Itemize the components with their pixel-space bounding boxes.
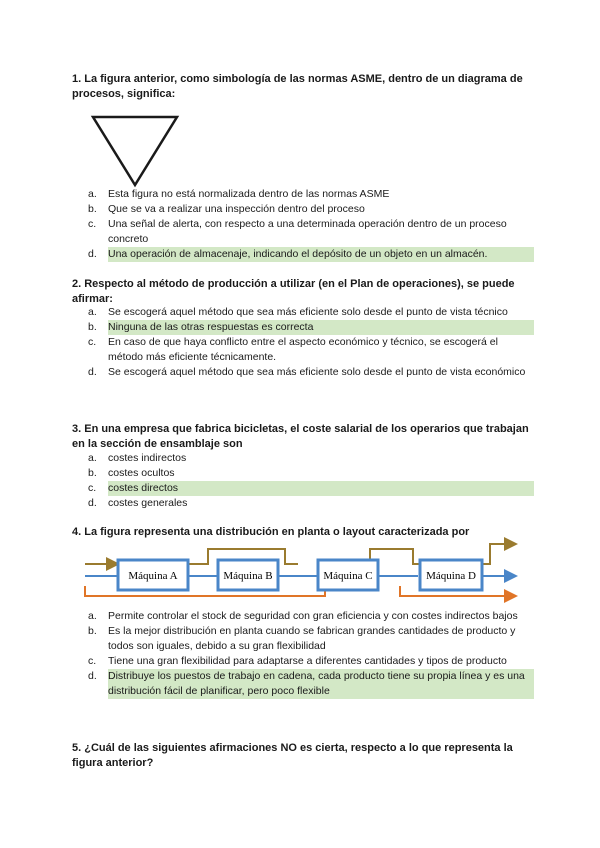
svg-text:Máquina C: Máquina C	[323, 570, 373, 582]
inverted-triangle-icon	[92, 116, 178, 186]
option-3a[interactable]: a. costes indirectos	[88, 452, 187, 464]
machine-d	[420, 560, 482, 590]
layout-diagram	[80, 542, 525, 602]
svg-text:Máquina D: Máquina D	[426, 570, 476, 582]
machine-b	[218, 560, 278, 590]
question-3-options	[88, 451, 534, 511]
option-2a[interactable]: a. Se escogerá aquel método que sea más eficiente solo desde el punto de vista técnico	[88, 306, 508, 318]
question-3: 3. En una empresa que fabrica bicicletas, el coste salarial de los operarios que trabajan en la sección de ensamblaje son	[72, 423, 529, 450]
option-2b-correct[interactable]: b. Ninguna de las otras respuestas es correcta	[88, 320, 534, 335]
machine-a	[118, 560, 188, 590]
question-2: 2. Respecto al método de producción a utilizar (en el Plan de operaciones), se puede afirmar:	[72, 278, 515, 305]
question-2-options	[88, 305, 534, 380]
option-2c[interactable]: c. En caso de que haya conflicto entre el aspecto económico y técnico, se escogerá el método más eficiente técnicamente.	[88, 336, 498, 363]
option-1c[interactable]: c. Una señal de alerta, con respecto a una determinada operación dentro de un proceso concreto	[88, 218, 507, 245]
question-1: 1. La figura anterior, como simbología de las normas ASME, dentro de un diagrama de procesos, significa:	[72, 73, 523, 100]
option-3b[interactable]: b. costes ocultos	[88, 467, 175, 479]
option-3c-correct[interactable]: c. costes directos	[88, 481, 534, 496]
question-4-options	[88, 609, 534, 699]
option-1a[interactable]: a. Esta figura no está normalizada dentro de las normas ASME	[88, 188, 390, 200]
svg-text:Máquina B: Máquina B	[223, 570, 273, 582]
option-4c[interactable]: c. Tiene una gran flexibilidad para adaptarse a diferentes cantidades y tipos de producto	[88, 655, 507, 667]
svg-text:Máquina A: Máquina A	[128, 570, 178, 582]
option-4b[interactable]: b. Es la mejor distribución en planta cuando se fabrican grandes cantidades de producto y todos son iguales, debido a su gran flexibilidad	[88, 625, 516, 652]
option-2d[interactable]: d. Se escogerá aquel método que sea más eficiente solo desde el punto de vista económico	[88, 366, 526, 378]
option-1d-correct[interactable]: d. Una operación de almacenaje, indicando el depósito de un objeto en un almacén.	[88, 247, 534, 262]
option-3d[interactable]: d. costes generales	[88, 497, 188, 509]
question-4: 4. La figura representa una distribución en planta o layout caracterizada por	[72, 526, 470, 538]
machine-c	[318, 560, 378, 590]
question-5: 5. ¿Cuál de las siguientes afirmaciones NO es cierta, respecto a lo que representa la figura anterior?	[72, 742, 513, 769]
question-1-options	[88, 187, 534, 262]
option-1b[interactable]: b. Que se va a realizar una inspección dentro del proceso	[88, 203, 365, 215]
option-4a[interactable]: a. Permite controlar el stock de seguridad con gran eficiencia y con costes indirectos bajos	[88, 610, 518, 622]
option-4d-correct[interactable]: d. Distribuye los puestos de trabajo en cadena, cada producto tiene su propia línea y es una distribución fácil de planificar, pero poco flexible	[88, 669, 534, 699]
